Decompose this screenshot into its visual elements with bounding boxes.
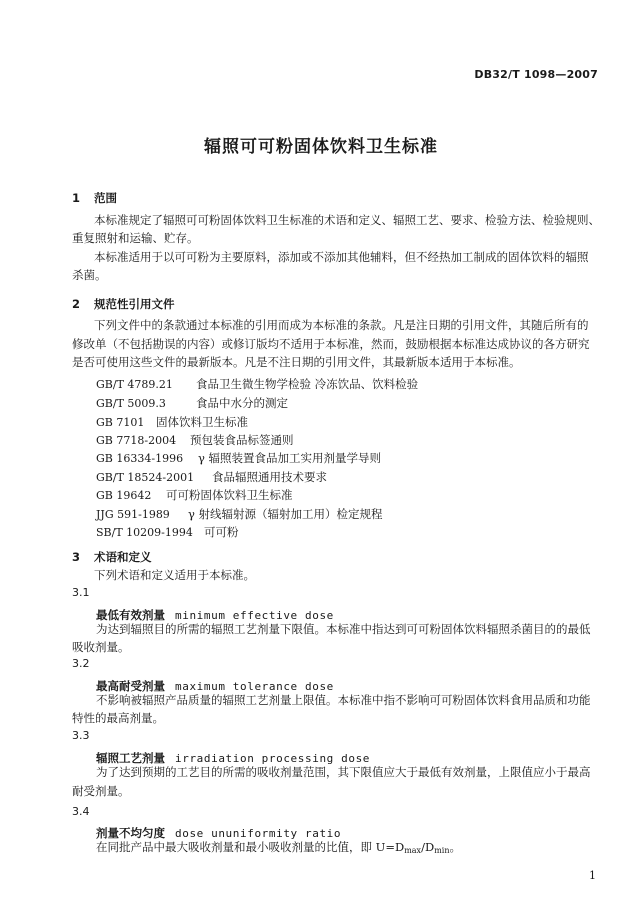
term-chinese: 剂量不均匀度 (96, 826, 165, 840)
reference-title: γ 辐照装置食品加工实用剂量学导则 (198, 451, 382, 465)
term-english: dose ununiformity ratio (175, 827, 342, 840)
definition-line: 特性的最高剂量。 (72, 711, 164, 725)
reference-item (96, 411, 248, 430)
reference-item (96, 447, 381, 466)
reference-title: 预包装食品标签通则 (190, 433, 294, 447)
subscript-max: max (404, 846, 422, 855)
definition-line: 吸收剂量。 (72, 640, 130, 654)
section-2-heading (72, 296, 175, 312)
page-number: 1 (589, 869, 596, 882)
term-english: maximum tolerance dose (175, 680, 334, 693)
reference-code: GB 7101 (96, 416, 145, 429)
clause-number: 3.4 (72, 805, 90, 818)
definition-line: 为了达到预期的工艺目的所需的吸收剂量范围，其下限值应大于最低有效剂量，上限值应小于最高 (96, 765, 591, 779)
term-line (96, 747, 370, 766)
reference-code: SB/T 10209-1994 (96, 526, 193, 539)
section-number: 2 (72, 297, 81, 311)
section-number: 1 (72, 191, 81, 205)
reference-item (96, 521, 239, 540)
definition-text: 在同批产品中最大吸收剂量和最小吸收剂量的比值，即 U=D (96, 840, 405, 854)
paragraph-line: 是否可使用这些文件的最新版本。凡是不注日期的引用文件，其最新版本适用于本标准。 (72, 355, 521, 369)
reference-code: GB 19642 (96, 489, 152, 502)
term-chinese: 最高耐受剂量 (96, 679, 165, 693)
reference-code: GB/T 5009.3 (96, 397, 166, 410)
section-title: 规范性引用文件 (94, 297, 175, 311)
reference-item (96, 373, 418, 392)
definition-line: 为达到辐照目的所需的辐照工艺剂量下限值。本标准中指达到可可粉固体饮料辐照杀菌目的的最低 (96, 622, 591, 636)
paragraph-line: 本标准适用于以可可粉为主要原料，添加或不添加其他辅料，但不经热加工制成的固体饮料的辐照 (94, 250, 589, 264)
section-title: 术语和定义 (94, 550, 152, 564)
document-title: 辐照可可粉固体饮料卫生标准 (204, 137, 438, 157)
term-line (96, 604, 334, 623)
reference-item (96, 484, 293, 503)
reference-code: GB 7718-2004 (96, 434, 177, 447)
reference-code: GB/T 4789.21 (96, 378, 173, 391)
definition-text: 。 (449, 840, 461, 854)
reference-item (96, 503, 383, 522)
section-title: 范围 (94, 191, 117, 205)
term-line (96, 675, 334, 694)
reference-item (96, 429, 294, 448)
paragraph-line: 修改单（不包括勘误的内容）或修订版均不适用于本标准，然而，鼓励根据本标准达成协议的各方研究 (72, 337, 590, 351)
term-line (96, 822, 341, 841)
term-english: minimum effective dose (175, 609, 334, 622)
reference-title: 固体饮料卫生标准 (156, 415, 248, 429)
paragraph-line: 重复照射和运输、贮存。 (72, 231, 199, 245)
paragraph-line: 杀菌。 (72, 268, 107, 282)
definition-text: /D (421, 840, 435, 854)
reference-title: 可可粉 (204, 525, 239, 539)
paragraph-line: 本标准规定了辐照可可粉固体饮料卫生标准的术语和定义、辐照工艺、要求、检验方法、检验规则、 (94, 213, 600, 227)
reference-title: γ 射线辐射源（辐射加工用）检定规程 (188, 507, 383, 521)
term-chinese: 最低有效剂量 (96, 608, 165, 622)
clause-number: 3.3 (72, 729, 90, 742)
reference-item (96, 466, 327, 485)
reference-title: 食品中水分的测定 (196, 396, 288, 410)
paragraph-line: 下列术语和定义适用于本标准。 (94, 568, 255, 582)
section-1-heading (72, 190, 117, 206)
subscript-min: min (434, 846, 450, 855)
definition-line: 不影响被辐照产品质量的辐照工艺剂量上限值。本标准中指不影响可可粉固体饮料食用品质和功能 (96, 693, 591, 707)
definition-line: 耐受剂量。 (72, 784, 130, 798)
clause-number: 3.2 (72, 657, 90, 670)
paragraph-line: 下列文件中的条款通过本标准的引用而成为本标准的条款。凡是注日期的引用文件，其随后所有的 (94, 318, 589, 332)
reference-item (96, 392, 288, 411)
term-english: irradiation processing dose (175, 752, 371, 765)
term-chinese: 辐照工艺剂量 (96, 751, 165, 765)
definition-line (96, 840, 461, 858)
reference-code: JJG 591-1989 (96, 508, 170, 521)
reference-title: 食品卫生微生物学检验 冷冻饮品、饮料检验 (196, 377, 419, 391)
reference-title: 可可粉固体饮料卫生标准 (166, 488, 293, 502)
clause-number: 3.1 (72, 586, 90, 599)
section-number: 3 (72, 550, 81, 564)
reference-code: GB/T 18524-2001 (96, 471, 195, 484)
reference-code: GB 16334-1996 (96, 452, 184, 465)
standard-code: DB32/T 1098—2007 (474, 68, 598, 81)
reference-title: 食品辐照通用技术要求 (212, 470, 327, 484)
section-3-heading (72, 549, 152, 565)
